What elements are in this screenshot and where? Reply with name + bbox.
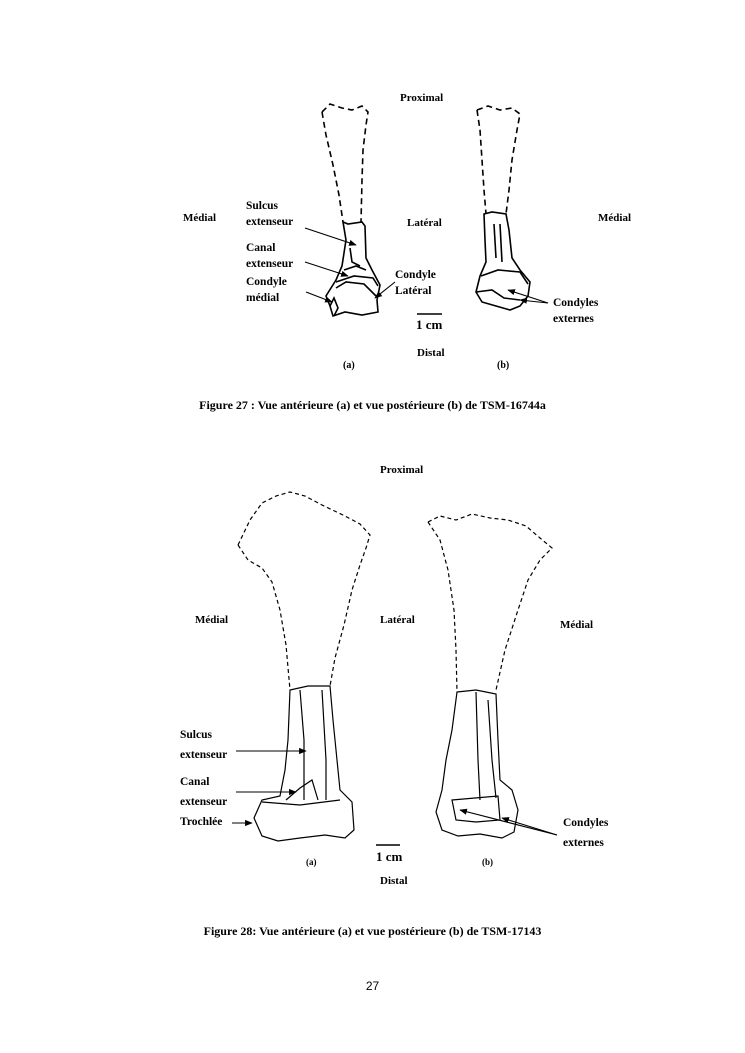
fig27-lateral-label: Latéral [407, 217, 442, 229]
fig27-canal-label: Canal extenseur [246, 242, 294, 270]
fig28-distal-label: Distal [380, 875, 408, 887]
fig28-bone-a [238, 492, 370, 841]
fig28-canal-label: Canal extenseur [180, 776, 228, 808]
fig28-medial-left-label: Médial [195, 614, 228, 626]
fig28-label-a: (a) [306, 857, 317, 867]
fig28-scale-label: 1 cm [376, 849, 403, 864]
fig27-proximal-label: Proximal [400, 92, 444, 104]
page-number: 27 [365, 979, 380, 993]
fig27-condyle-lateral-label: Condyle Latéral [395, 269, 436, 297]
fig28-arrows [232, 751, 557, 845]
fig28-lateral-label: Latéral [380, 614, 415, 626]
fig27-bone-a [322, 104, 380, 316]
fig28-bone-b [428, 514, 552, 838]
fig28-condyles-externes-label: Condyles externes [563, 817, 609, 849]
fig27-condyles-externes-label: Condyles externes [553, 297, 599, 325]
figure-27-caption: Figure 27 : Vue antérieure (a) et vue postérieure (b) de TSM-16744a [199, 398, 546, 412]
fig27-bone-b [476, 106, 530, 310]
fig27-medial-right-label: Médial [598, 212, 631, 224]
fig27-distal-label: Distal [417, 347, 445, 359]
fig27-medial-left-label: Médial [183, 212, 216, 224]
fig28-medial-right-label: Médial [560, 619, 593, 631]
fig27-condyle-medial-label: Condyle médial [246, 276, 287, 304]
fig28-label-b: (b) [482, 857, 493, 867]
fig28-proximal-label: Proximal [380, 464, 424, 476]
figure-28-caption: Figure 28: Vue antérieure (a) et vue postérieure (b) de TSM-17143 [203, 924, 542, 938]
fig27-label-a: (a) [343, 360, 355, 371]
fig27-sulcus-label: Sulcus extenseur [246, 200, 294, 228]
fig28-sulcus-label: Sulcus extenseur [180, 729, 228, 761]
fig27-scale-label: 1 cm [416, 317, 443, 332]
fig28-trochlee-label: Trochlée [180, 816, 223, 828]
fig27-label-b: (b) [497, 360, 510, 371]
